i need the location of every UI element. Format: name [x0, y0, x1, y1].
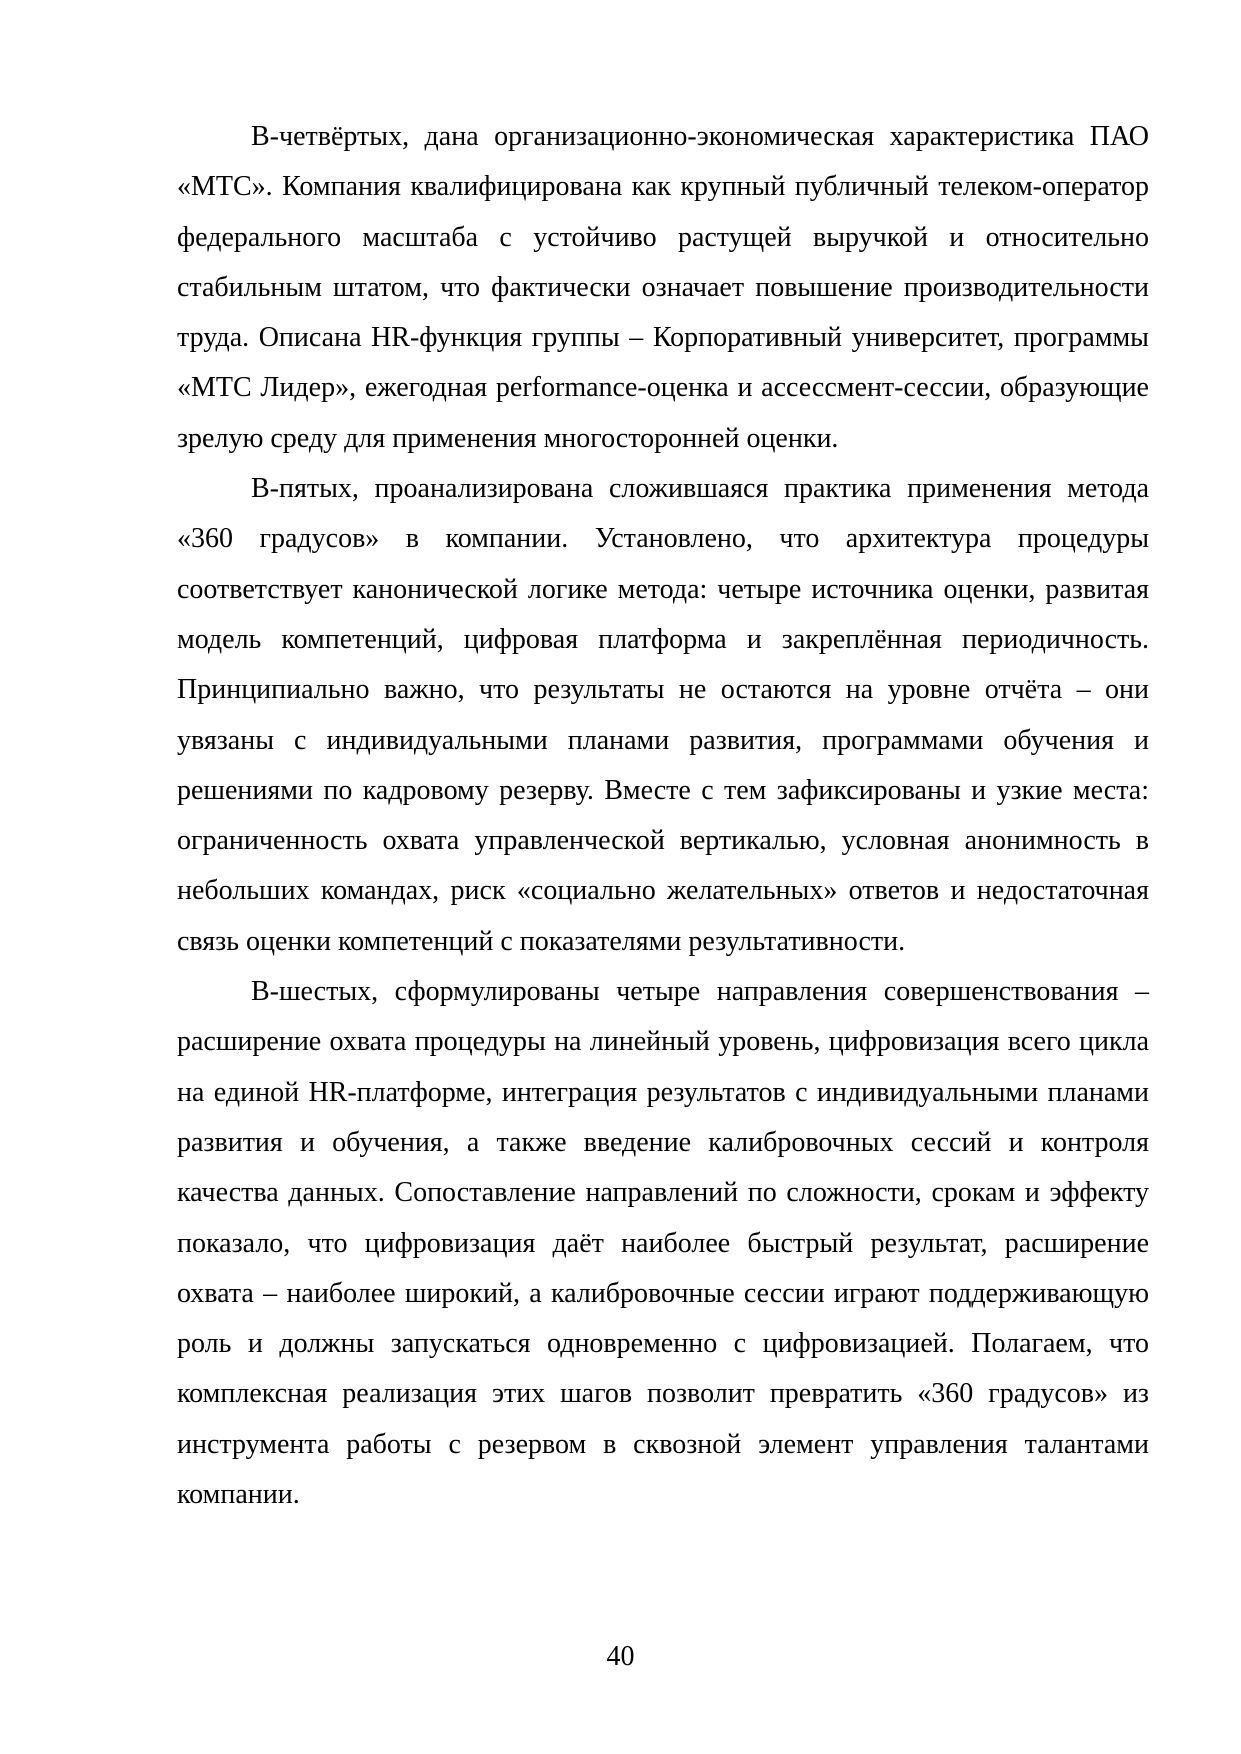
paragraph-fifth: В-пятых, проанализирована сложившаяся практика применения метода «360 градусов» в компании. Установлено, что архитектура процедуры соответствует канонической логике метода: четыре источника оценки, развитая модель компетенций, цифровая платформа и закреплённая периодичность. Принципиально важно, что результаты не остаются на уровне отчёта – они увязаны с индивидуальными планами развития, программами обучения и решениями по кадровому резерву. Вместе с тем зафиксированы и узкие места: ограниченность охвата управленческой вертикалью, условная анонимность в небольших командах, риск «социально желательных» ответов и недостаточная связь оценки компетенций с показателями результативности. — [177, 473, 1149, 957]
document-body — [177, 112, 1149, 1520]
page-number: 40 — [606, 1641, 635, 1672]
paragraph-sixth: В-шестых, сформулированы четыре направления совершенствования – расширение охвата процедуры на линейный уровень, цифровизация всего цикла на единой HR-платформе, интеграция результатов с индивидуальными планами развития и обучения, а также введение калибровочных сессий и контроля качества данных. Сопоставление направлений по сложности, срокам и эффекту показало, что цифровизация даёт наиболее быстрый результат, расширение охвата – наиболее широкий, а калибровочные сессии играют поддерживающую роль и должны запускаться одновременно с цифровизацией. Полагаем, что комплексная реализация этих шагов позволит превратить «360 градусов» из инструмента работы с резервом в сквозной элемент управления талантами компании. — [177, 976, 1149, 1511]
paragraph-fourth: В-четвёртых, дана организационно-экономическая характеристика ПАО «МТС». Компания квалифицирована как крупный публичный телеком-оператор федерального масштаба с устойчиво растущей выручкой и относительно стабильным штатом, что фактически означает повышение производительности труда. Описана HR-функция группы – Корпоративный университет, программы «МТС Лидер», ежегодная performance-оценка и ассессмент-сессии, образующие зрелую среду для применения многосторонней оценки. — [177, 121, 1149, 454]
